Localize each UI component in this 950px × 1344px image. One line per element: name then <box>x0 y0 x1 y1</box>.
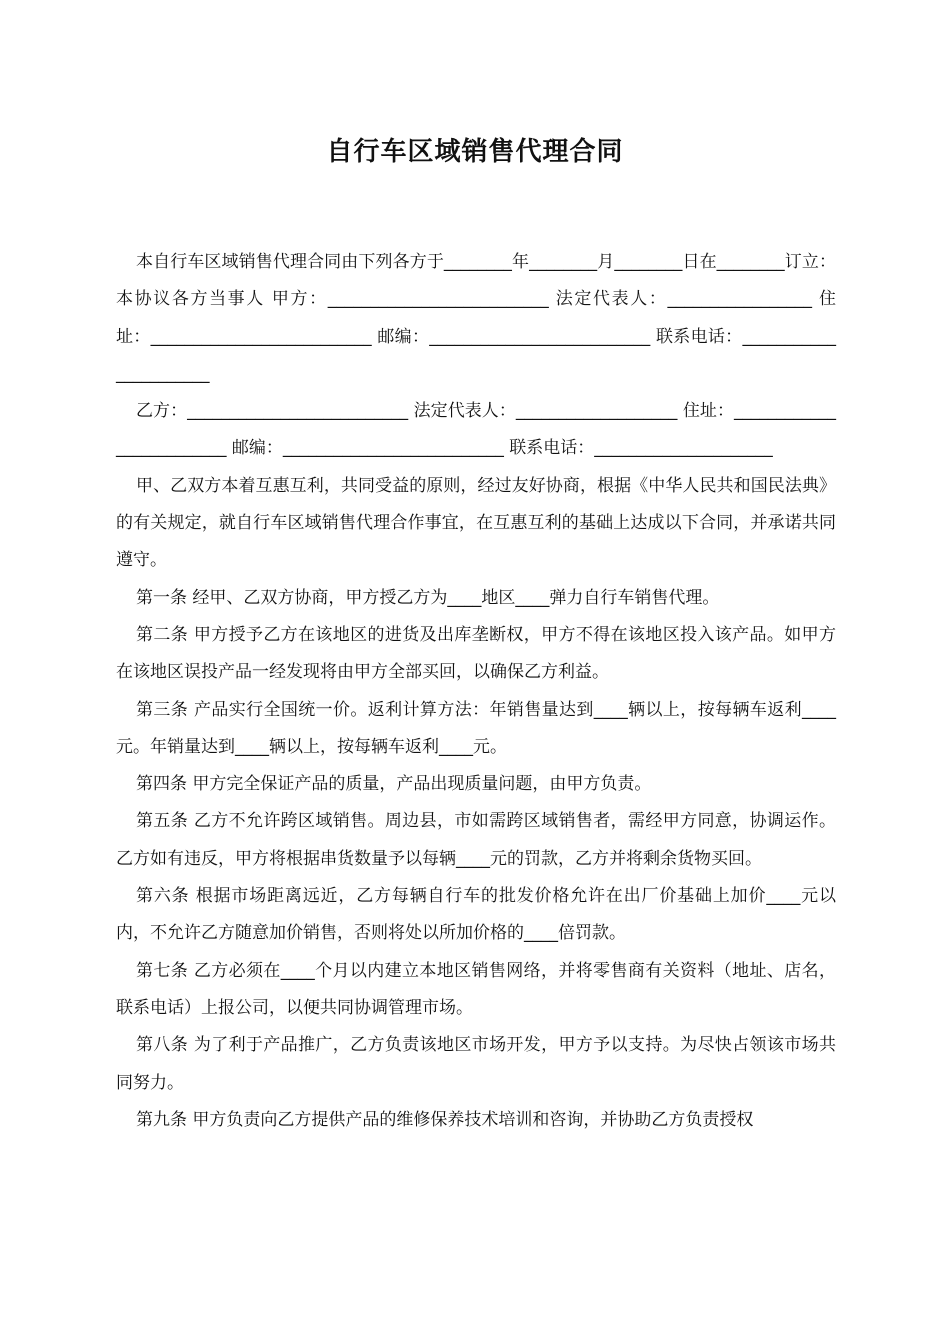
paragraph-party-b: 乙方：__________________________ 法定代表人：___________________ 住址：_________________________ 邮编：__________________________ 联系电话：_____________________ <box>116 401 836 459</box>
paragraph-article-6: 第六条 根据市场距离远近，乙方每辆自行车的批发价格允许在出厂价基础上加价____元以内，不允许乙方随意加价销售，否则将处以所加价格的____倍罚款。 <box>116 886 836 944</box>
paragraph-article-8: 第八条 为了利于产品推广，乙方负责该地区市场开发，甲方予以支持。为尽快占领该市场共同努力。 <box>116 1035 836 1093</box>
document-title: 自行车区域销售代理合同 <box>326 137 624 167</box>
paragraph-article-4: 第四条 甲方完全保证产品的质量，产品出现质量问题，由甲方负责。 <box>136 774 652 795</box>
paragraph-intro: 甲、乙双方本着互惠互利，共同受益的原则，经过友好协商，根据《中华人民共和国民法典》的有关规定，就自行车区域销售代理合作事宜，在互惠互利的基础上达成以下合同，并承诺共同遵守。 <box>116 475 836 571</box>
paragraph-article-7: 第七条 乙方必须在____个月以内建立本地区销售网络，并将零售商有关资料（地址、店名，联系电话）上报公司，以便共同协调管理市场。 <box>116 960 836 1018</box>
paragraph-preamble: 本自行车区域销售代理合同由下列各方于________年________月________日在________订立： 本协议各方当事人 甲方：__________________________ 法定代表人：_________________ 住址：__________________________ 邮编：__________________________ 联系电话：______________________ <box>116 252 836 384</box>
paragraph-article-5: 第五条 乙方不允许跨区域销售。周边县，市如需跨区域销售者，需经甲方同意，协调运作。乙方如有违反，甲方将根据串货数量予以每辆____元的罚款，乙方并将剩余货物买回。 <box>116 811 836 869</box>
contract-body <box>116 244 836 1139</box>
paragraph-article-1: 第一条 经甲、乙双方协商，甲方授乙方为____地区____弹力自行车销售代理。 <box>136 587 720 608</box>
paragraph-article-9: 第九条 甲方负责向乙方提供产品的维修保养技术培训和咨询，并协助乙方负责授权 <box>136 1109 754 1130</box>
paragraph-article-2: 第二条 甲方授予乙方在该地区的进货及出库垄断权，甲方不得在该地区投入该产品。如甲方在该地区误投产品一经发现将由甲方全部买回，以确保乙方利益。 <box>116 624 836 683</box>
paragraph-article-3: 第三条 产品实行全国统一价。返利计算方法：年销售量达到____辆以上，按每辆车返利____元。年销量达到____辆以上，按每辆车返利____元。 <box>116 699 836 757</box>
